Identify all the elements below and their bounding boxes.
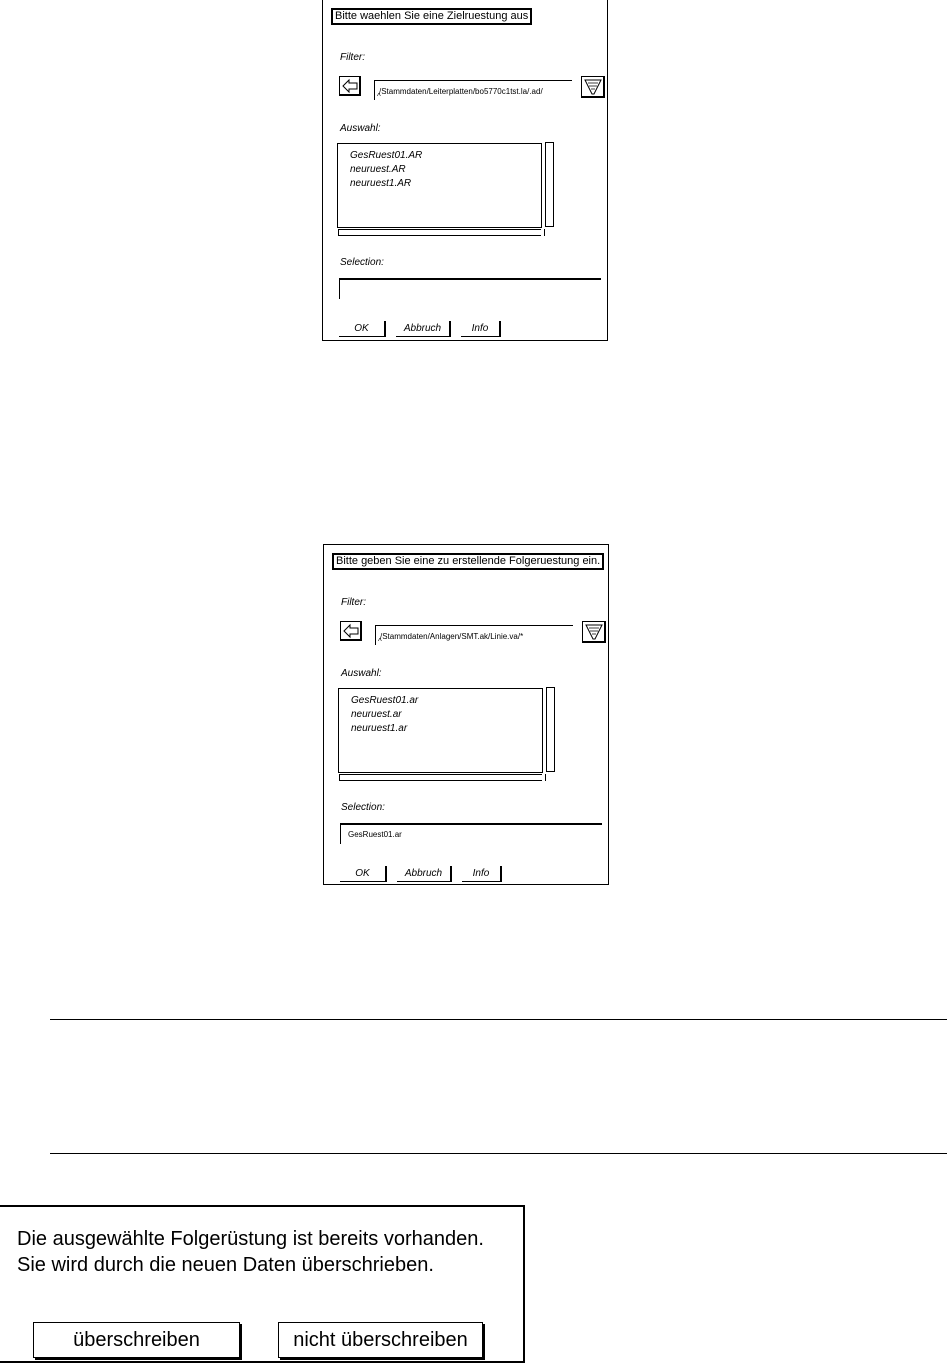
info-button[interactable]: Info xyxy=(461,321,501,337)
arrow-left-icon xyxy=(342,623,360,639)
filter-value: /Stammdaten/Anlagen/SMT.ak/Linie.va/* xyxy=(380,632,524,641)
scroll-right-icon[interactable] xyxy=(541,774,546,781)
scroll-down-icon[interactable] xyxy=(545,222,554,227)
button-row xyxy=(340,866,602,882)
divider xyxy=(50,1019,947,1020)
text-caret-icon: ^ xyxy=(377,92,381,100)
file-list[interactable] xyxy=(337,143,542,228)
filter-button[interactable] xyxy=(581,76,605,98)
scroll-up-icon[interactable] xyxy=(545,142,554,147)
horizontal-scrollbar[interactable] xyxy=(339,229,541,236)
button-row xyxy=(339,321,601,337)
arrow-left-icon xyxy=(341,78,359,94)
select-target-dialog xyxy=(322,0,608,341)
horizontal-scrollbar[interactable] xyxy=(340,774,542,781)
filter-input[interactable] xyxy=(374,80,572,100)
funnel-icon xyxy=(584,78,602,96)
dialog-title: Bitte geben Sie eine zu erstellende Folgeruestung ein. xyxy=(332,553,604,570)
auswahl-label: Auswahl: xyxy=(340,123,381,134)
list-item[interactable]: GesRuest01.ar xyxy=(351,695,419,706)
filter-value: /Stammdaten/Leiterplatten/bo5770c1tst.la/.ad/ xyxy=(379,87,543,96)
vertical-scrollbar[interactable] xyxy=(545,143,554,226)
file-list[interactable] xyxy=(338,688,543,773)
scroll-right-icon[interactable] xyxy=(540,229,545,236)
filter-input[interactable] xyxy=(375,625,573,645)
list-item[interactable]: GesRuest01.AR xyxy=(350,150,423,161)
list-item[interactable]: neuruest1.ar xyxy=(351,723,408,734)
divider xyxy=(50,1153,947,1154)
scroll-down-icon[interactable] xyxy=(546,767,555,772)
create-followup-dialog xyxy=(323,544,609,885)
list-item[interactable]: neuruest1.AR xyxy=(350,178,412,189)
scroll-left-icon[interactable] xyxy=(338,229,343,236)
no-overwrite-button[interactable]: nicht überschreiben xyxy=(278,1322,483,1358)
info-button[interactable]: Info xyxy=(462,866,502,882)
ok-button[interactable]: OK xyxy=(340,866,387,882)
selection-label: Selection: xyxy=(341,802,385,813)
list-item[interactable]: neuruest.ar xyxy=(351,709,402,720)
overwrite-message-box xyxy=(0,1205,525,1363)
selection-input[interactable] xyxy=(339,278,601,299)
filter-label: Filter: xyxy=(340,52,365,63)
scroll-left-icon[interactable] xyxy=(339,774,344,781)
vertical-scrollbar[interactable] xyxy=(546,688,555,771)
dialog-title: Bitte waehlen Sie eine Zielruestung aus xyxy=(331,8,532,25)
cancel-button[interactable]: Abbruch xyxy=(397,866,452,882)
filter-label: Filter: xyxy=(341,597,366,608)
back-button[interactable] xyxy=(339,76,361,96)
text-caret-icon: ^ xyxy=(378,637,382,645)
funnel-icon xyxy=(585,623,603,641)
list-item[interactable]: neuruest.AR xyxy=(350,164,406,175)
back-button[interactable] xyxy=(340,621,362,641)
filter-button[interactable] xyxy=(582,621,606,643)
selection-input[interactable]: GesRuest01.ar xyxy=(340,823,602,844)
overwrite-button[interactable]: überschreiben xyxy=(33,1322,240,1358)
scroll-up-icon[interactable] xyxy=(546,687,555,692)
message-line: Die ausgewählte Folgerüstung ist bereits vorhanden. xyxy=(17,1228,484,1250)
message-line: Sie wird durch die neuen Daten überschrieben. xyxy=(17,1254,434,1276)
selection-label: Selection: xyxy=(340,257,384,268)
cancel-button[interactable]: Abbruch xyxy=(396,321,451,337)
ok-button[interactable]: OK xyxy=(339,321,386,337)
auswahl-label: Auswahl: xyxy=(341,668,382,679)
